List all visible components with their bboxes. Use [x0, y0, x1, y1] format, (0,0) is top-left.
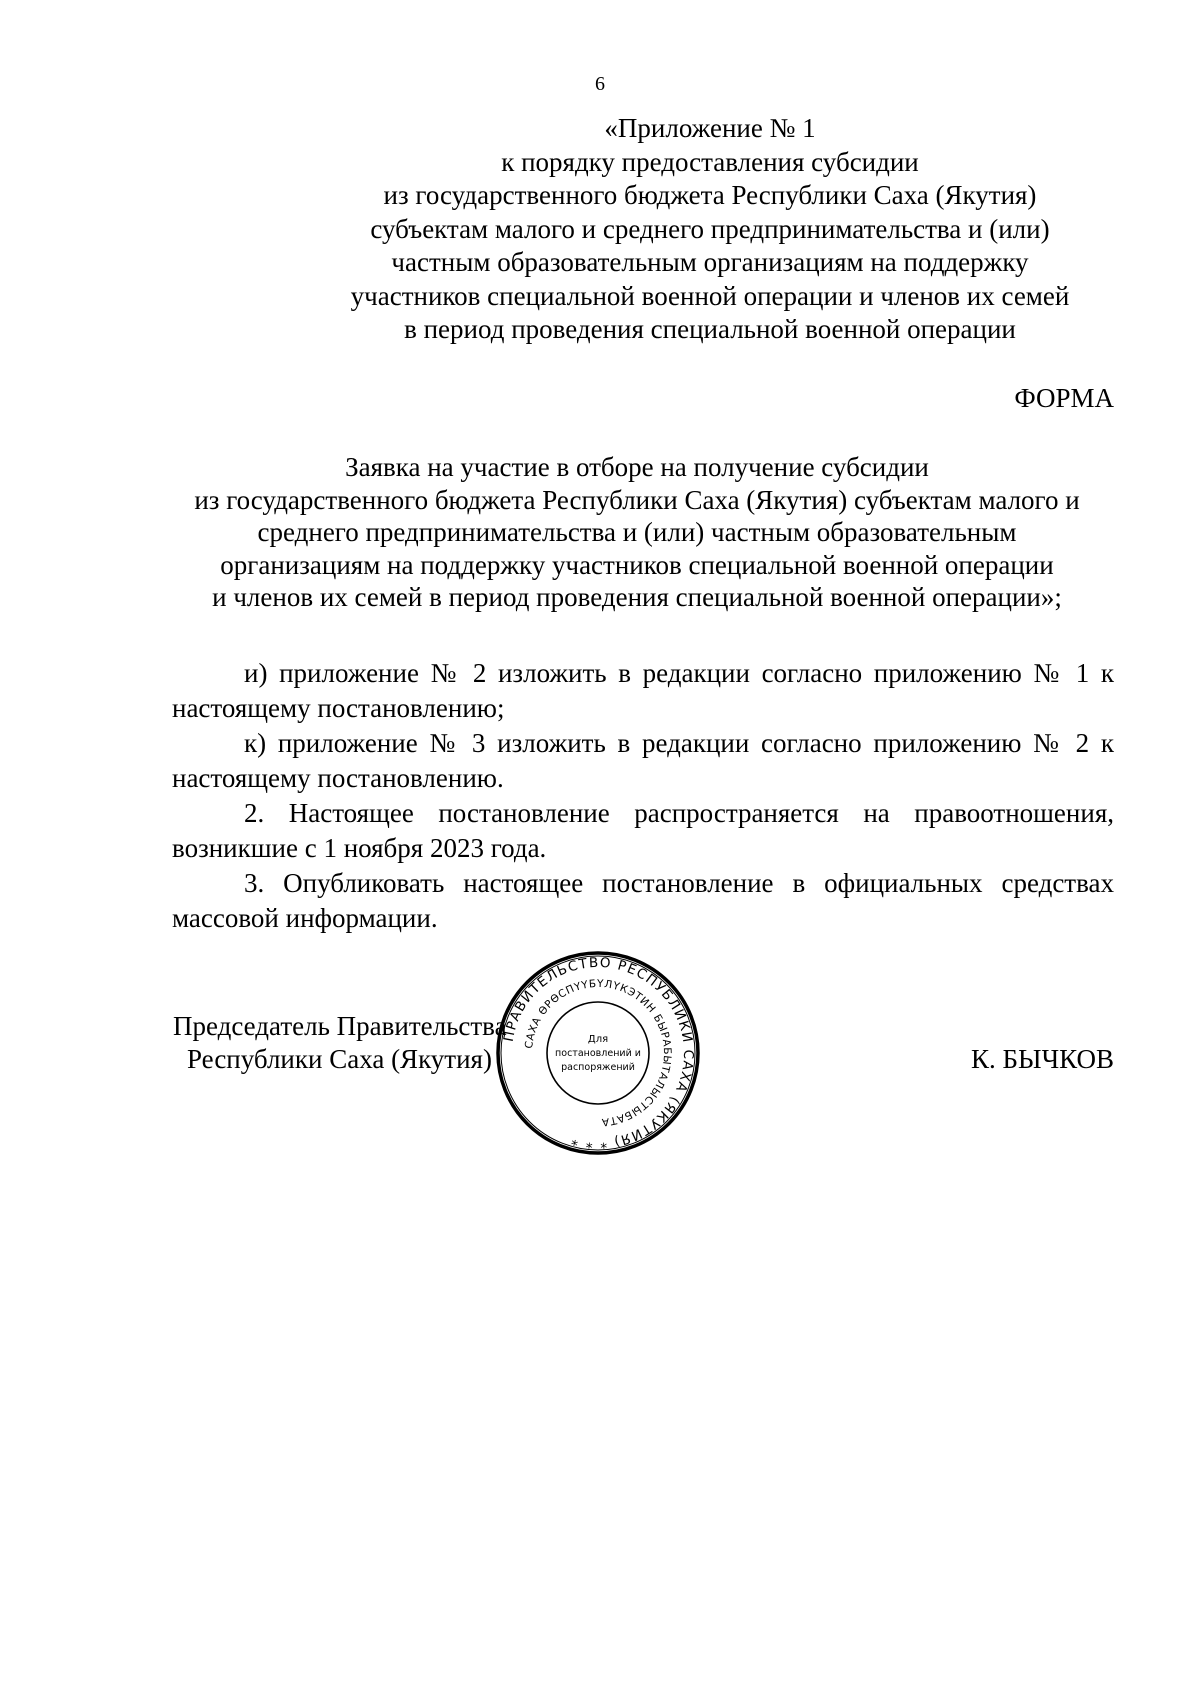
application-title-line: Заявка на участие в отборе на получение субсидии	[345, 452, 929, 482]
appendix-header-line: частным образовательным организациям на поддержку	[391, 247, 1029, 277]
forma-label: ФОРМА	[1014, 383, 1114, 413]
appendix-header-line: субъектам малого и среднего предпринимательства и (или)	[370, 213, 1050, 244]
seal-center-line: постановлений и	[555, 1048, 641, 1059]
page-number: 6	[595, 73, 605, 95]
signature-title-line: Председатель Правительства	[173, 1011, 507, 1041]
seal-center-line: Для	[587, 1034, 609, 1045]
application-title	[160, 451, 1114, 614]
seal-outer-text: ПРАВИТЕЛЬСТВО РЕСПУБЛИКИ САХА (ЯКУТИЯ) * * *	[500, 954, 697, 1152]
application-title-line: организациям на поддержку участников специальной военной операции	[220, 549, 1054, 580]
appendix-header-line: к порядку предоставления субсидии	[501, 146, 919, 177]
seal-center-line: распоряжений	[561, 1062, 635, 1073]
signature-name: К. БЫЧКОВ	[971, 1044, 1114, 1074]
signature-title	[173, 1010, 507, 1076]
appendix-header-line: в период проведения специальной военной операции	[404, 314, 1016, 344]
application-title-line: среднего предпринимательства и (или) частным образовательным	[257, 517, 1017, 547]
body-text	[172, 656, 1114, 936]
paragraph-item-2: 2. Настоящее постановление распространяется на правоотношения, возникшие с 1 ноября 2023 года.	[172, 798, 1114, 863]
seal-icon	[493, 948, 703, 1158]
appendix-header-line: участников специальной военной операции и членов их семей	[350, 280, 1070, 311]
appendix-header-line: из государственного бюджета Республики Саха (Якутия)	[383, 180, 1037, 210]
paragraph-item-i: и) приложение № 2 изложить в редакции согласно приложению № 1 к настоящему постановлению;	[172, 658, 1114, 723]
signature-title-line: Республики Саха (Якутия)	[187, 1044, 492, 1074]
paragraph-item-k: к) приложение № 3 изложить в редакции согласно приложению № 2 к настоящему постановлению.	[172, 728, 1114, 793]
appendix-header	[290, 112, 1130, 347]
seal-inner-text: САХА ӨРӨСПҮҮБҮЛҮКЭТИН БЫРАБЫТАЛЫСТЫБАТА	[523, 977, 674, 1128]
appendix-header-line: «Приложение № 1	[604, 113, 816, 143]
official-seal	[493, 948, 703, 1158]
paragraph-item-3: 3. Опубликовать настоящее постановление в официальных средствах массовой информации.	[172, 868, 1114, 933]
application-title-line: и членов их семей в период проведения специальной военной операции»;	[212, 582, 1062, 612]
application-title-line: из государственного бюджета Республики Саха (Якутия) субъектам малого и	[194, 484, 1080, 515]
